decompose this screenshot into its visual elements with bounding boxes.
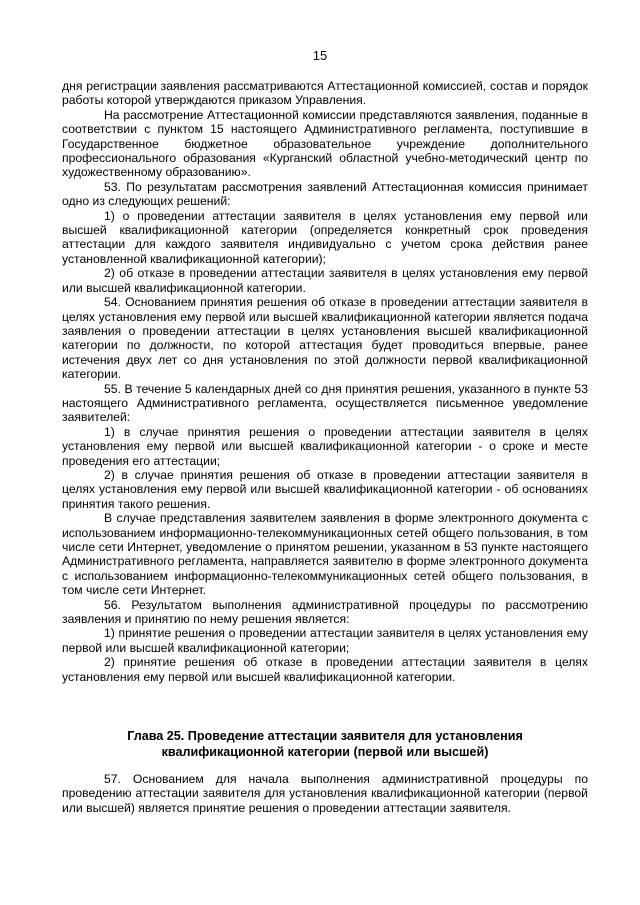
paragraph: 1) принятие решения о проведении аттестации заявителя в целях установления ему первой или высшей квалификационной категории;	[62, 626, 588, 655]
paragraph: 54. Основанием принятия решения об отказе в проведении аттестации заявителя в целях установления ему первой или высшей квалификационной категории является подача заявления о проведении аттестации в целях установления высшей квалификационной категории по должности, по которой аттестация будет проводиться впервые, ранее истечения двух лет со дня установления по этой должности первой квалификационной категории.	[62, 295, 588, 382]
paragraph: В случае представления заявителем заявления в форме электронного документа с использованием информационно-телекоммуникационных сетей общего пользования, в том числе сети Интернет, уведомление о принятом решении, указанном в 53 пункте настоящего Административного регламента, направляется заявителю в форме электронного документа с использованием информационно-телекоммуникационных сетей общего пользования, в том числе сети Интернет.	[62, 511, 588, 598]
chapter-body	[62, 772, 588, 815]
paragraph: 53. По результатам рассмотрения заявлений Аттестационная комиссия принимает одно из следующих решений:	[62, 179, 588, 209]
paragraph: 55. В течение 5 календарных дней со дня принятия решения, указанного в пункте 53 настоящего Административного регламента, осуществляется письменное уведомление заявителей:	[62, 381, 588, 425]
paragraph: 2) об отказе в проведении аттестации заявителя в целях установления ему первой или высшей квалификационной категории.	[62, 266, 588, 295]
chapter-heading	[62, 728, 588, 760]
chapter-heading-line-1: Глава 25. Проведение аттестации заявителя для установления	[127, 729, 523, 743]
paragraph: 56. Результатом выполнения административной процедуры по рассмотрению заявления и принятию по нему решения является:	[62, 597, 588, 627]
document-body	[62, 79, 588, 684]
paragraph: 57. Основанием для начала выполнения административной процедуры по проведению аттестации заявителя для установления квалификационной категории (первой или высшей) является принятие решения о проведении аттестации заявителя.	[62, 772, 588, 815]
paragraph: 1) о проведении аттестации заявителя в целях установления ему первой или высшей квалификационной категории (определяется конкретный срок проведения аттестации для каждого заявителя индивидуально с учетом срока действия ранее установленной квалификационной категории);	[62, 208, 588, 266]
chapter-heading-line-2: квалификационной категории (первой или высшей)	[161, 745, 489, 759]
paragraph: дня регистрации заявления рассматриваются Аттестационной комиссией, состав и порядок работы которой утверждаются приказом Управления.	[62, 79, 588, 108]
paragraph: 2) в случае принятия решения об отказе в проведении аттестации заявителя в целях установления ему первой или высшей квалификационной категории - об основаниях принятия такого решения.	[62, 467, 588, 511]
page-number: 15	[312, 48, 328, 63]
paragraph: 2) принятие решения об отказе в проведении аттестации заявителя в целях установления ему первой или высшей квалификационной категории.	[62, 655, 588, 684]
paragraph: На рассмотрение Аттестационной комиссии представляются заявления, поданные в соответствии с пунктом 15 настоящего Административного регламента, поступившие в Государственное бюджетное образовательное учреждение дополнительного профессионального образования «Курганский областной учебно-методический центр по художественному образованию».	[62, 107, 588, 180]
paragraph: 1) в случае принятия решения о проведении аттестации заявителя в целях установления ему первой или высшей квалификационной категории - о сроке и месте проведения его аттестации;	[62, 424, 588, 468]
